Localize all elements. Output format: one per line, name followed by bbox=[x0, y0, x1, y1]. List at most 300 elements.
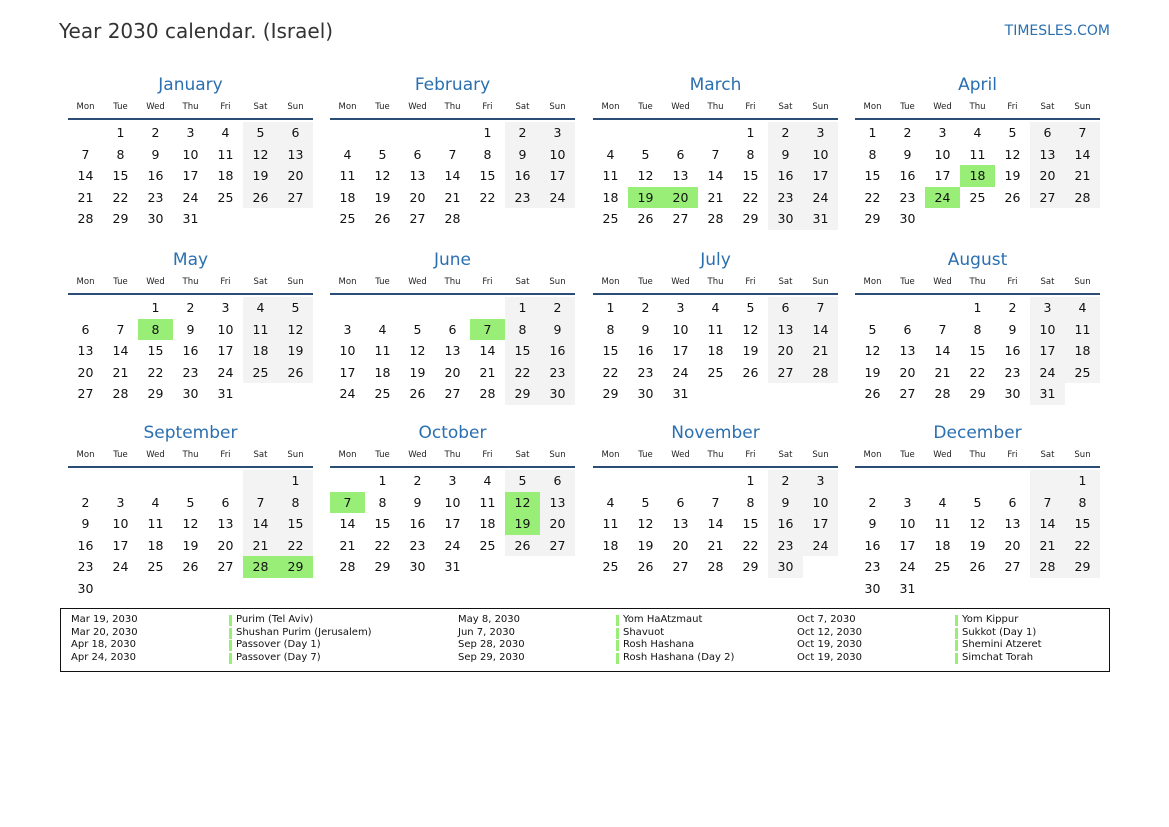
month-name: October bbox=[418, 423, 487, 443]
day-cell: 3 bbox=[676, 300, 685, 315]
weekday-label: Mon bbox=[863, 277, 882, 287]
weekday-header bbox=[855, 102, 1100, 114]
weekday-label: Sat bbox=[778, 277, 793, 287]
day-cell: 8 bbox=[973, 321, 982, 337]
month-name: November bbox=[671, 423, 760, 443]
day-cell: 24 bbox=[803, 187, 838, 209]
day-cell: 27 bbox=[672, 559, 689, 575]
day-cell: 11 bbox=[969, 146, 986, 162]
day-cell: 30 bbox=[1004, 386, 1021, 402]
day-cell: 19 bbox=[637, 537, 654, 553]
day-cell: 18 bbox=[707, 343, 724, 359]
weekday-header bbox=[593, 450, 838, 462]
day-cell: 6 bbox=[768, 297, 803, 319]
day-cell: 3 bbox=[343, 321, 352, 337]
day-cell: 23 bbox=[637, 364, 654, 380]
weekday-header bbox=[68, 277, 313, 289]
weekday-header bbox=[855, 277, 1100, 289]
weekday-label: Sat bbox=[253, 102, 268, 112]
day-cell: 28 bbox=[112, 386, 129, 402]
day-cell: 14 bbox=[339, 516, 356, 532]
day-cell: 1 bbox=[483, 125, 492, 140]
day-cell: 23 bbox=[77, 559, 94, 575]
day-cell: 26 bbox=[969, 559, 986, 575]
day-cell: 3 bbox=[938, 125, 947, 140]
day-cell: 4 bbox=[378, 321, 387, 337]
holiday-day-cell: 19 bbox=[505, 513, 540, 535]
weekday-label: Sun bbox=[1074, 450, 1091, 460]
weekday-label: Sat bbox=[1040, 450, 1055, 460]
day-cell: 28 bbox=[1030, 556, 1065, 578]
day-cell: 25 bbox=[1065, 362, 1100, 384]
legend-date: Jun 7, 2030 bbox=[458, 626, 515, 638]
day-cell: 20 bbox=[278, 165, 313, 187]
weekday-header bbox=[855, 450, 1100, 462]
day-cell: 19 bbox=[243, 165, 278, 187]
weekday-label: Sat bbox=[515, 450, 530, 460]
day-cell: 3 bbox=[448, 473, 457, 488]
day-cell: 26 bbox=[278, 362, 313, 384]
weekday-label: Thu bbox=[707, 102, 724, 112]
weekday-label: Fri bbox=[745, 102, 756, 112]
day-cell: 23 bbox=[505, 187, 540, 209]
day-cell: 21 bbox=[707, 537, 724, 553]
day-cell: 10 bbox=[540, 144, 575, 166]
day-cell: 22 bbox=[505, 362, 540, 384]
day-cell: 15 bbox=[112, 168, 129, 184]
day-cell: 15 bbox=[864, 168, 881, 184]
day-cell: 14 bbox=[77, 168, 94, 184]
day-cell: 12 bbox=[182, 516, 199, 532]
day-cell: 14 bbox=[1065, 144, 1100, 166]
day-cell: 30 bbox=[768, 208, 803, 230]
legend-holiday-name: Shushan Purim (Jerusalem) bbox=[236, 626, 372, 638]
day-cell: 25 bbox=[217, 189, 234, 205]
day-cell: 20 bbox=[217, 537, 234, 553]
legend-color-marker bbox=[229, 640, 232, 651]
day-cell: 13 bbox=[672, 168, 689, 184]
weekday-label: Mon bbox=[601, 102, 620, 112]
day-cell: 30 bbox=[864, 581, 881, 596]
month-name: May bbox=[172, 250, 209, 270]
day-cell: 12 bbox=[1004, 146, 1021, 162]
day-cell: 21 bbox=[934, 364, 951, 380]
day-cell: 1 bbox=[746, 125, 755, 140]
day-cell: 17 bbox=[182, 168, 199, 184]
day-cell: 27 bbox=[1030, 187, 1065, 209]
day-cell: 30 bbox=[637, 386, 654, 402]
day-cell: 1 bbox=[116, 125, 125, 140]
day-cell: 23 bbox=[182, 364, 199, 380]
day-cell: 8 bbox=[1065, 492, 1100, 514]
day-cell: 12 bbox=[243, 144, 278, 166]
weekday-label: Tue bbox=[900, 450, 915, 460]
weekend-blank bbox=[243, 470, 278, 492]
header-rule bbox=[855, 293, 1100, 295]
day-cell: 31 bbox=[1030, 383, 1065, 405]
day-cell: 12 bbox=[278, 319, 313, 341]
weekday-label: Thu bbox=[444, 102, 461, 112]
legend-holiday-name: Yom HaAtzmaut bbox=[623, 614, 703, 625]
legend-date: Mar 20, 2030 bbox=[71, 626, 138, 638]
legend-date: Sep 29, 2030 bbox=[458, 652, 525, 664]
day-cell: 1 bbox=[1065, 470, 1100, 492]
day-cell: 13 bbox=[409, 168, 426, 184]
weekday-label: Tue bbox=[375, 102, 390, 112]
day-cell: 13 bbox=[77, 343, 94, 359]
day-cell: 5 bbox=[278, 297, 313, 319]
day-cell: 20 bbox=[444, 364, 461, 380]
day-cell: 18 bbox=[934, 537, 951, 553]
day-cell: 28 bbox=[803, 362, 838, 384]
legend-date: Oct 7, 2030 bbox=[797, 614, 856, 625]
weekday-label: Sat bbox=[1040, 277, 1055, 287]
day-cell: 25 bbox=[969, 189, 986, 205]
weekday-label: Mon bbox=[338, 102, 357, 112]
day-cell: 19 bbox=[969, 537, 986, 553]
weekday-label: Fri bbox=[220, 277, 231, 287]
day-cell: 13 bbox=[444, 343, 461, 359]
weekday-label: Sun bbox=[287, 102, 304, 112]
day-cell: 12 bbox=[742, 321, 759, 337]
weekday-label: Fri bbox=[1007, 277, 1018, 287]
day-cell: 21 bbox=[479, 364, 496, 380]
day-cell: 28 bbox=[707, 559, 724, 575]
weekday-header bbox=[330, 277, 575, 289]
day-cell: 15 bbox=[479, 168, 496, 184]
day-cell: 2 bbox=[641, 300, 650, 315]
weekday-label: Wed bbox=[671, 102, 690, 112]
day-cell: 24 bbox=[182, 189, 199, 205]
weekday-label: Wed bbox=[408, 450, 427, 460]
weekday-label: Fri bbox=[745, 450, 756, 460]
day-cell: 4 bbox=[483, 473, 492, 488]
day-cell: 28 bbox=[1065, 187, 1100, 209]
weekday-label: Sat bbox=[1040, 102, 1055, 112]
legend-color-marker bbox=[616, 640, 619, 651]
day-cell: 25 bbox=[339, 211, 356, 227]
weekday-label: Mon bbox=[76, 102, 95, 112]
day-cell: 11 bbox=[707, 321, 724, 337]
day-cell: 19 bbox=[742, 343, 759, 359]
day-cell: 20 bbox=[77, 364, 94, 380]
weekday-label: Mon bbox=[601, 277, 620, 287]
header-rule bbox=[330, 466, 575, 468]
day-cell: 13 bbox=[768, 319, 803, 341]
day-cell: 5 bbox=[641, 146, 650, 162]
day-cell: 9 bbox=[540, 319, 575, 341]
day-cell: 18 bbox=[243, 340, 278, 362]
month-name: July bbox=[700, 250, 731, 270]
legend-holiday-name: Rosh Hashana bbox=[623, 639, 695, 651]
day-cell: 29 bbox=[742, 211, 759, 227]
day-cell: 14 bbox=[112, 343, 129, 359]
day-cell: 28 bbox=[479, 386, 496, 402]
weekday-label: Tue bbox=[113, 102, 128, 112]
day-cell: 15 bbox=[602, 343, 619, 359]
day-cell: 21 bbox=[339, 537, 356, 553]
day-cell: 3 bbox=[540, 122, 575, 144]
header-rule bbox=[855, 466, 1100, 468]
holiday-day-cell: 28 bbox=[243, 556, 278, 578]
day-cell: 5 bbox=[413, 321, 422, 337]
weekday-label: Thu bbox=[182, 102, 199, 112]
weekday-header bbox=[330, 102, 575, 114]
legend-color-marker bbox=[616, 628, 619, 639]
weekday-label: Sun bbox=[1074, 277, 1091, 287]
weekday-label: Sun bbox=[812, 102, 829, 112]
day-cell: 12 bbox=[409, 343, 426, 359]
weekday-label: Wed bbox=[146, 450, 165, 460]
day-cell: 30 bbox=[182, 386, 199, 402]
day-cell: 24 bbox=[444, 537, 461, 553]
weekday-label: Sat bbox=[778, 102, 793, 112]
day-cell: 27 bbox=[217, 559, 234, 575]
day-cell: 7 bbox=[116, 321, 125, 337]
day-cell: 2 bbox=[505, 122, 540, 144]
day-cell: 11 bbox=[934, 516, 951, 532]
day-cell: 28 bbox=[339, 559, 356, 575]
weekday-label: Sun bbox=[1074, 102, 1091, 112]
header-rule bbox=[330, 118, 575, 120]
weekday-label: Thu bbox=[182, 277, 199, 287]
day-cell: 21 bbox=[444, 189, 461, 205]
day-cell: 9 bbox=[768, 492, 803, 514]
weekday-header bbox=[593, 277, 838, 289]
day-cell: 21 bbox=[803, 340, 838, 362]
day-cell: 23 bbox=[768, 535, 803, 557]
weekday-label: Fri bbox=[482, 450, 493, 460]
day-cell: 5 bbox=[1008, 125, 1017, 140]
day-cell: 2 bbox=[540, 297, 575, 319]
day-cell: 31 bbox=[899, 581, 916, 596]
day-cell: 2 bbox=[768, 470, 803, 492]
legend-holiday-name: Shemini Atzeret bbox=[962, 639, 1042, 651]
day-cell: 7 bbox=[448, 146, 457, 162]
day-cell: 17 bbox=[444, 516, 461, 532]
weekday-label: Thu bbox=[969, 277, 986, 287]
weekday-label: Fri bbox=[220, 102, 231, 112]
day-cell: 14 bbox=[803, 319, 838, 341]
day-cell: 1 bbox=[505, 297, 540, 319]
legend-date: Mar 19, 2030 bbox=[71, 614, 138, 625]
legend-holiday-name: Passover (Day 1) bbox=[236, 639, 321, 651]
day-cell: 29 bbox=[602, 386, 619, 402]
day-cell: 11 bbox=[339, 168, 356, 184]
legend-color-marker bbox=[955, 653, 958, 664]
day-cell: 14 bbox=[444, 168, 461, 184]
holiday-day-cell: 19 bbox=[628, 187, 663, 209]
weekday-label: Mon bbox=[338, 277, 357, 287]
day-cell: 25 bbox=[243, 362, 278, 384]
day-cell: 15 bbox=[742, 516, 759, 532]
day-cell: 28 bbox=[934, 386, 951, 402]
legend-color-marker bbox=[229, 615, 232, 626]
day-cell: 27 bbox=[278, 187, 313, 209]
holiday-day-cell: 24 bbox=[925, 187, 960, 209]
day-cell: 16 bbox=[899, 168, 916, 184]
day-cell: 31 bbox=[444, 559, 461, 575]
holiday-day-cell: 8 bbox=[138, 319, 173, 341]
day-cell: 18 bbox=[602, 189, 619, 205]
day-cell: 27 bbox=[1004, 559, 1021, 575]
day-cell: 4 bbox=[711, 300, 720, 315]
day-cell: 6 bbox=[221, 494, 230, 510]
day-cell: 1 bbox=[151, 300, 160, 315]
legend-holiday-name: Sukkot (Day 1) bbox=[962, 626, 1037, 638]
day-cell: 6 bbox=[278, 122, 313, 144]
holiday-day-cell: 7 bbox=[470, 319, 505, 341]
legend-date: Apr 24, 2030 bbox=[71, 652, 137, 664]
day-cell: 14 bbox=[479, 343, 496, 359]
day-cell: 7 bbox=[1030, 492, 1065, 514]
day-cell: 5 bbox=[186, 494, 195, 510]
weekday-header bbox=[68, 102, 313, 114]
day-cell: 24 bbox=[803, 535, 838, 557]
day-cell: 5 bbox=[973, 494, 982, 510]
day-cell: 31 bbox=[803, 208, 838, 230]
day-cell: 3 bbox=[116, 494, 125, 510]
day-cell: 16 bbox=[768, 513, 803, 535]
day-cell: 16 bbox=[409, 516, 426, 532]
day-cell: 16 bbox=[505, 165, 540, 187]
header-rule bbox=[68, 293, 313, 295]
month-name: August bbox=[947, 250, 1008, 270]
day-cell: 7 bbox=[711, 494, 720, 510]
day-cell: 22 bbox=[864, 189, 881, 205]
day-cell: 16 bbox=[637, 343, 654, 359]
month-name: March bbox=[689, 75, 742, 95]
month-name: September bbox=[143, 423, 238, 443]
day-cell: 16 bbox=[147, 168, 164, 184]
day-cell: 17 bbox=[934, 168, 951, 184]
weekday-label: Tue bbox=[113, 450, 128, 460]
weekday-label: Sun bbox=[287, 277, 304, 287]
day-cell: 4 bbox=[606, 494, 615, 510]
day-cell: 24 bbox=[339, 386, 356, 402]
day-cell: 24 bbox=[217, 364, 234, 380]
day-cell: 12 bbox=[637, 516, 654, 532]
day-cell: 31 bbox=[182, 211, 199, 227]
day-cell: 10 bbox=[339, 343, 356, 359]
weekday-label: Sun bbox=[812, 277, 829, 287]
day-cell: 30 bbox=[540, 383, 575, 405]
day-cell: 10 bbox=[934, 146, 951, 162]
day-cell: 13 bbox=[540, 492, 575, 514]
day-cell: 27 bbox=[409, 211, 426, 227]
holiday-day-cell: 12 bbox=[505, 492, 540, 514]
day-cell: 11 bbox=[147, 516, 164, 532]
day-cell: 2 bbox=[186, 300, 195, 315]
weekday-label: Tue bbox=[900, 102, 915, 112]
day-cell: 26 bbox=[1004, 189, 1021, 205]
day-cell: 3 bbox=[803, 470, 838, 492]
day-cell: 16 bbox=[540, 340, 575, 362]
month-name: December bbox=[933, 423, 1022, 443]
weekday-label: Mon bbox=[338, 450, 357, 460]
month-name: February bbox=[414, 75, 491, 95]
day-cell: 11 bbox=[602, 516, 619, 532]
day-cell: 12 bbox=[374, 168, 391, 184]
day-cell: 29 bbox=[742, 559, 759, 575]
weekday-label: Thu bbox=[444, 277, 461, 287]
weekday-label: Fri bbox=[745, 277, 756, 287]
day-cell: 6 bbox=[1030, 122, 1065, 144]
site-link[interactable]: TIMESLES.COM bbox=[1004, 23, 1110, 39]
day-cell: 4 bbox=[938, 494, 947, 510]
day-cell: 11 bbox=[217, 146, 234, 162]
day-cell: 26 bbox=[637, 211, 654, 227]
day-cell: 20 bbox=[768, 340, 803, 362]
day-cell: 4 bbox=[1065, 297, 1100, 319]
day-cell: 3 bbox=[1030, 297, 1065, 319]
weekday-header bbox=[593, 102, 838, 114]
day-cell: 14 bbox=[934, 343, 951, 359]
day-cell: 7 bbox=[803, 297, 838, 319]
legend-color-marker bbox=[229, 653, 232, 664]
weekday-label: Mon bbox=[601, 450, 620, 460]
weekday-label: Mon bbox=[863, 102, 882, 112]
day-cell: 19 bbox=[374, 189, 391, 205]
day-cell: 20 bbox=[672, 537, 689, 553]
day-cell: 8 bbox=[483, 146, 492, 162]
day-cell: 1 bbox=[378, 473, 387, 488]
day-cell: 10 bbox=[182, 146, 199, 162]
day-cell: 9 bbox=[413, 494, 422, 510]
day-cell: 24 bbox=[899, 559, 916, 575]
day-cell: 30 bbox=[147, 211, 164, 227]
day-cell: 21 bbox=[707, 189, 724, 205]
day-cell: 18 bbox=[374, 364, 391, 380]
day-cell: 1 bbox=[278, 470, 313, 492]
day-cell: 4 bbox=[243, 297, 278, 319]
day-cell: 27 bbox=[444, 386, 461, 402]
day-cell: 6 bbox=[81, 321, 90, 337]
day-cell: 3 bbox=[903, 494, 912, 510]
day-cell: 9 bbox=[768, 144, 803, 166]
day-cell: 4 bbox=[221, 125, 230, 140]
day-cell: 6 bbox=[676, 494, 685, 510]
weekday-label: Sat bbox=[778, 450, 793, 460]
day-cell: 29 bbox=[374, 559, 391, 575]
holiday-day-cell: 20 bbox=[663, 187, 698, 209]
weekday-label: Fri bbox=[220, 450, 231, 460]
weekday-label: Wed bbox=[408, 277, 427, 287]
weekday-label: Thu bbox=[707, 450, 724, 460]
day-cell: 24 bbox=[112, 559, 129, 575]
month-name: January bbox=[158, 75, 223, 95]
day-cell: 20 bbox=[409, 189, 426, 205]
day-cell: 23 bbox=[147, 189, 164, 205]
day-cell: 9 bbox=[1008, 321, 1017, 337]
day-cell: 26 bbox=[409, 386, 426, 402]
weekday-label: Sun bbox=[549, 102, 566, 112]
legend-holiday-name: Shavuot bbox=[623, 626, 665, 638]
weekday-label: Wed bbox=[671, 277, 690, 287]
day-cell: 19 bbox=[182, 537, 199, 553]
legend-date: Sep 28, 2030 bbox=[458, 639, 525, 651]
day-cell: 15 bbox=[374, 516, 391, 532]
day-cell: 17 bbox=[803, 165, 838, 187]
legend-holiday-name: Yom Kippur bbox=[962, 614, 1019, 625]
day-cell: 17 bbox=[112, 537, 129, 553]
day-cell: 28 bbox=[77, 211, 94, 227]
day-cell: 24 bbox=[540, 187, 575, 209]
day-cell: 9 bbox=[151, 146, 160, 162]
day-cell: 11 bbox=[602, 168, 619, 184]
day-cell: 21 bbox=[243, 535, 278, 557]
day-cell: 28 bbox=[444, 211, 461, 227]
